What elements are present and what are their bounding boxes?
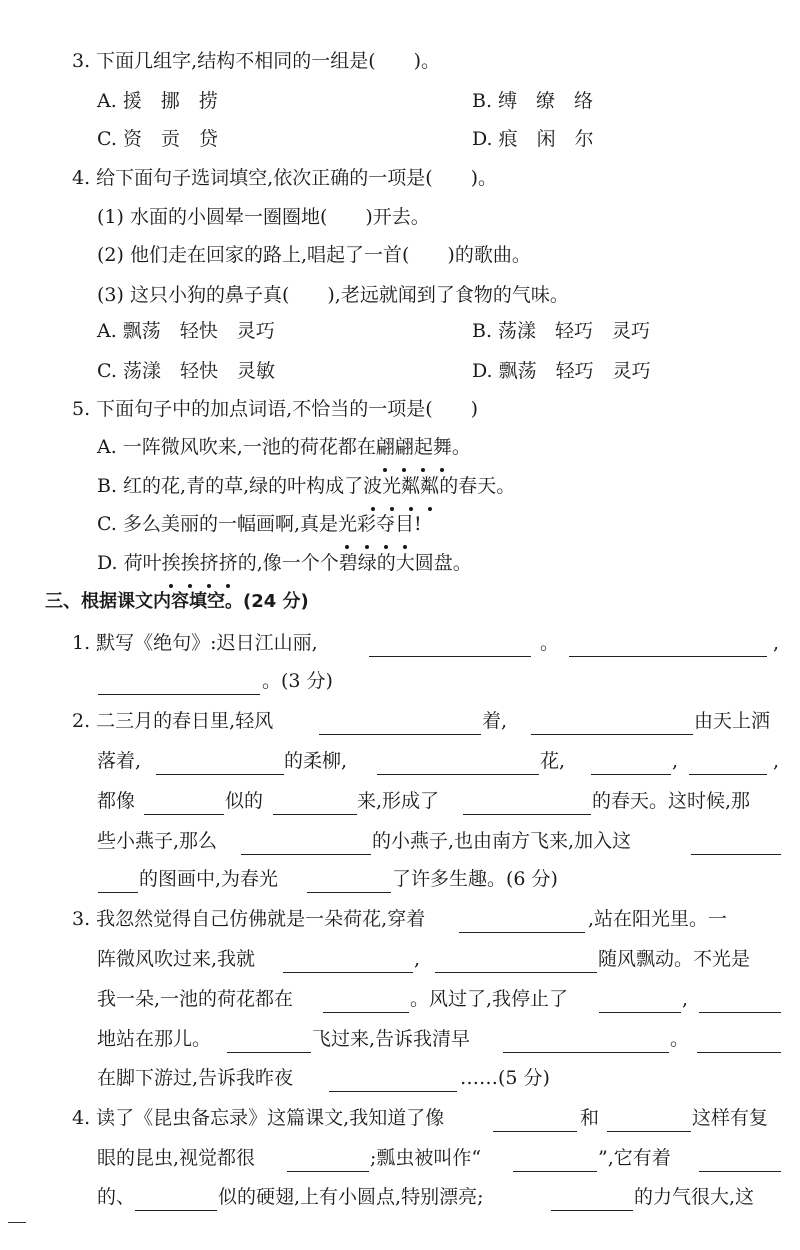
blank-input[interactable]: [319, 708, 481, 735]
fill-3-line-4: 地站在那儿。 飞过来,告诉我清早 。: [0, 1018, 800, 1060]
q3-option-b[interactable]: B. 缚 缭 络: [472, 90, 594, 112]
blank-input[interactable]: [599, 986, 681, 1013]
q4-option-b[interactable]: B. 荡漾 轻巧 灵巧: [472, 320, 651, 342]
emphasis-char: 挤: [200, 542, 219, 584]
emphasis-char: 夺: [376, 503, 395, 545]
blank-input[interactable]: [377, 748, 539, 775]
q4-stem: 4. 给下面句子选词填空,依次正确的一项是( )。: [72, 167, 498, 189]
emphasis-char: 舞: [433, 426, 452, 468]
blank-input[interactable]: [307, 866, 391, 893]
q4-options-row1: [0, 310, 800, 352]
fill-4-line-3: 的、 似的硬翅,上有小圆点,特别漂亮; 的力气很大,这: [0, 1176, 800, 1218]
dotted-word-d: [162, 552, 238, 574]
fill-2-line-2: 落着, 的柔柳, 花, , ,: [0, 740, 800, 782]
emphasis-char: 光: [382, 465, 401, 507]
fill-2-line-4: 些小燕子,那么 的小燕子,也由南方飞来,加入这: [0, 820, 800, 862]
q4-sentence-1: (1) 水面的小圆晕一圈圈地( )开去。: [97, 206, 430, 228]
fill-3-line-1: 3. 我忽然觉得自己仿佛就是一朵荷花,穿着 ,站在阳光里。一: [0, 898, 800, 940]
section-3-heading: 三、根据课文内容填空。(24 分): [45, 591, 309, 612]
q4-option-d[interactable]: D. 飘荡 轻巧 灵巧: [472, 360, 651, 382]
emphasis-char: 翩: [395, 426, 414, 468]
blank-input[interactable]: [463, 788, 591, 815]
blank-input[interactable]: [329, 1065, 457, 1092]
blank-input[interactable]: [691, 828, 781, 855]
blank-input[interactable]: [569, 630, 767, 657]
emphasis-char: 粼: [420, 465, 439, 507]
blank-input[interactable]: [591, 748, 671, 775]
blank-input[interactable]: [135, 1184, 217, 1211]
q3-option-c[interactable]: C. 资 贡 贷: [97, 128, 218, 150]
blank-input[interactable]: [551, 1184, 633, 1211]
fill-2-line-3: 都像 似的 来,形成了 的春天。这时候,那: [0, 780, 800, 822]
q5-option-c[interactable]: C. 多么美丽的一幅画啊,真是光彩夺目!: [0, 503, 800, 545]
q3-option-d[interactable]: D. 痕 闲 尔: [472, 128, 594, 150]
blank-input[interactable]: [493, 1105, 577, 1132]
fill-1-line-2: 。(3 分): [0, 660, 800, 702]
emphasis-char: 起: [414, 426, 433, 468]
q4-options-row2: [0, 350, 800, 392]
blank-input[interactable]: [699, 1145, 781, 1172]
q4-option-a[interactable]: A. 飘荡 轻快 灵巧: [97, 320, 275, 342]
blank-input[interactable]: [98, 668, 260, 695]
blank-input[interactable]: [531, 708, 693, 735]
blank-input[interactable]: [513, 1145, 597, 1172]
blank-input[interactable]: [227, 1026, 311, 1053]
blank-input[interactable]: [156, 748, 284, 775]
page-corner-mark: [8, 1222, 26, 1223]
dotted-word-c: [338, 513, 414, 535]
blank-input[interactable]: [144, 788, 224, 815]
fill-2-line-1: 2. 二三月的春日里,轻风 着, 由天上洒: [0, 700, 800, 742]
q4-sentence-3: (3) 这只小狗的鼻子真( ),老远就闻到了食物的气味。: [97, 284, 569, 306]
emphasis-char: 翩: [376, 426, 395, 468]
emphasis-char: 挤: [219, 542, 238, 584]
fill-4-line-2: 眼的昆虫,视觉都很 ;瓢虫被叫作“ ”,它有着: [0, 1137, 800, 1179]
emphasis-char: 目: [395, 503, 414, 545]
dotted-word-a: [376, 436, 452, 458]
blank-input[interactable]: [369, 630, 531, 657]
fill-3-line-3: 我一朵,一池的荷花都在 。风过了,我停止了 ,: [0, 978, 800, 1020]
fill-4-line-1: 4. 读了《昆虫备忘录》这篇课文,我知道了像 和 这样有复: [0, 1097, 800, 1139]
q3-options-row1: [0, 80, 800, 122]
emphasis-char: 挨: [162, 542, 181, 584]
emphasis-char: 粼: [401, 465, 420, 507]
blank-input[interactable]: [273, 788, 357, 815]
q3-option-a[interactable]: A. 援 挪 捞: [97, 90, 218, 112]
blank-input[interactable]: [323, 986, 409, 1013]
q3-stem: 3. 下面几组字,结构不相同的一组是( )。: [72, 50, 441, 72]
emphasis-char: 光: [338, 503, 357, 545]
blank-input[interactable]: [607, 1105, 691, 1132]
dotted-word-b: [363, 475, 439, 497]
blank-input[interactable]: [98, 866, 138, 893]
blank-input[interactable]: [283, 946, 413, 973]
blank-input[interactable]: [459, 906, 585, 933]
q5-option-b[interactable]: B. 红的花,青的草,绿的叶构成了波光粼粼的春天。: [0, 465, 800, 507]
blank-input[interactable]: [435, 946, 597, 973]
fill-3-line-2: 阵微风吹过来,我就 , 随风飘动。不光是: [0, 938, 800, 980]
emphasis-char: 挨: [181, 542, 200, 584]
q4-option-c[interactable]: C. 荡漾 轻快 灵敏: [97, 360, 275, 382]
q5-option-d[interactable]: D. 荷叶挨挨挤挤的,像一个个碧绿的大圆盘。: [0, 542, 800, 584]
q5-option-a[interactable]: A. 一阵微风吹来,一池的荷花都在翩翩起舞。: [0, 426, 800, 468]
blank-input[interactable]: [241, 828, 371, 855]
emphasis-char: 彩: [357, 503, 376, 545]
fill-3-line-5: 在脚下游过,告诉我昨夜 ……(5 分): [0, 1057, 800, 1099]
fill-2-line-5: 的图画中,为春光 了许多生趣。(6 分): [0, 858, 800, 900]
blank-input[interactable]: [689, 748, 767, 775]
blank-input[interactable]: [699, 986, 781, 1013]
fill-1-line-1: 1. 默写《绝句》:迟日江山丽, 。 ,: [0, 622, 800, 664]
blank-input[interactable]: [287, 1145, 369, 1172]
emphasis-char: 波: [363, 465, 382, 507]
q3-options-row2: [0, 118, 800, 160]
blank-input[interactable]: [503, 1026, 669, 1053]
q5-stem: 5. 下面句子中的加点词语,不恰当的一项是( ): [72, 398, 479, 420]
q4-sentence-2: (2) 他们走在回家的路上,唱起了一首( )的歌曲。: [97, 244, 531, 266]
blank-input[interactable]: [697, 1026, 781, 1053]
